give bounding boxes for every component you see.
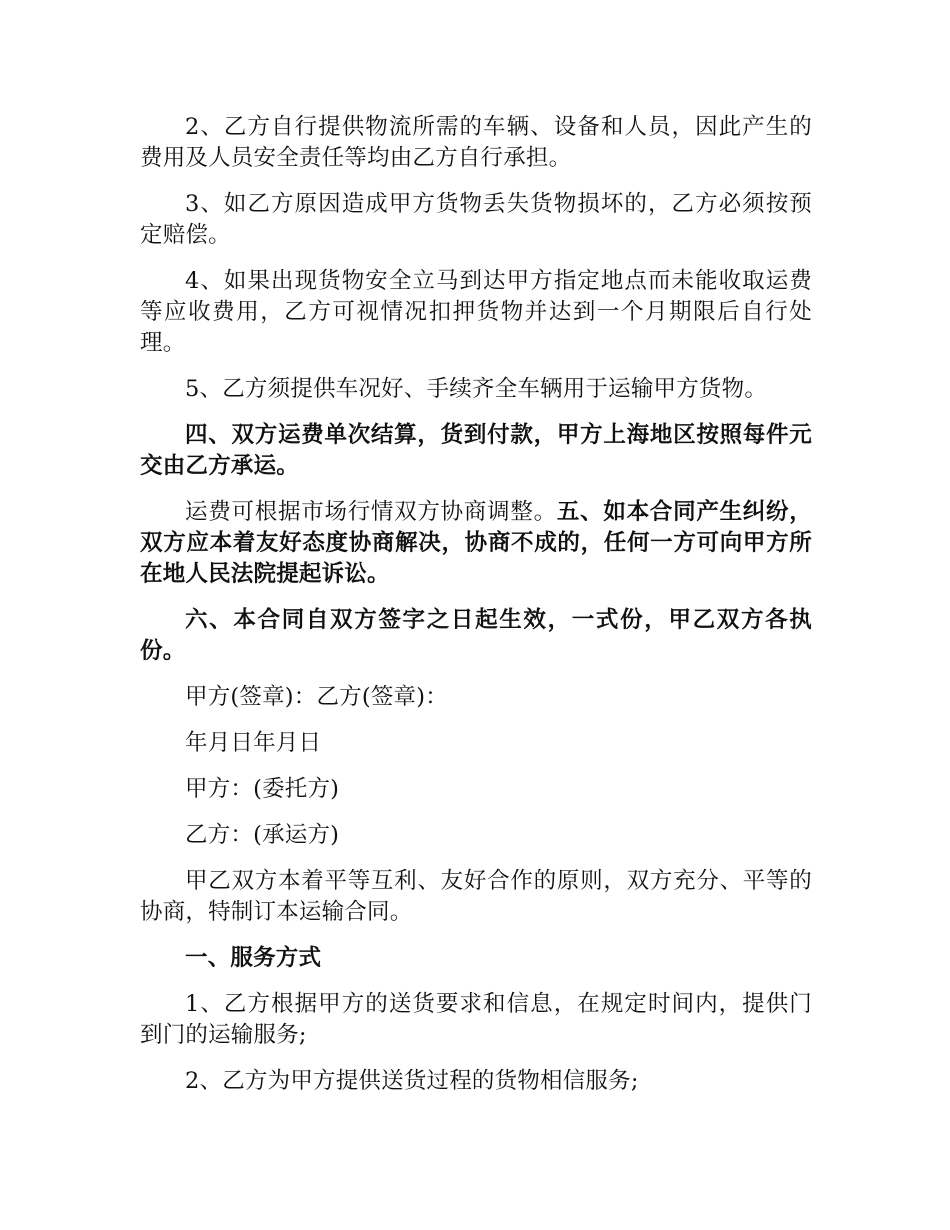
clause-paragraph: 4、如果出现货物安全立马到达甲方指定地点而未能收取运费等应收费用，乙方可视情况扣押货物并达到一个月期限后自行处理。 xyxy=(140,268,812,356)
clause-paragraph: 3、如乙方原因造成甲方货物丢失货物损坏的，乙方必须按预定赔偿。 xyxy=(140,191,812,248)
date-line: 年月日年月日 xyxy=(185,730,322,756)
section-heading-4: 四、双方运费单次结算，货到付款，甲方上海地区按照每件元交由乙方承运。 xyxy=(140,422,812,479)
clause-paragraph: 1、乙方根据甲方的送货要求和信息，在规定时间内，提供门到门的运输服务; xyxy=(140,991,812,1048)
mixed-paragraph xyxy=(140,497,812,590)
document-body xyxy=(140,112,812,1112)
section-heading-5: 五、如本合同产生纠纷，双方应本着友好态度协商解决，协商不成的，任何一方可向甲方所在地人民法院提起诉讼。 xyxy=(140,499,812,587)
signature-line: 甲方(签章)：乙方(签章)： xyxy=(185,684,448,710)
party-b-line: 乙方：(承运方) xyxy=(185,822,340,848)
clause-paragraph: 2、乙方自行提供物流所需的车辆、设备和人员，因此产生的费用及人员安全责任等均由乙方自行承担。 xyxy=(140,114,812,171)
normal-text: 运费可根据市场行情双方协商调整。 xyxy=(185,499,557,525)
party-a-line: 甲方：(委托方) xyxy=(185,776,340,802)
clause-paragraph: 2、乙方为甲方提供送货过程的货物相信服务; xyxy=(185,1068,639,1094)
preamble-paragraph: 甲乙双方本着平等互利、友好合作的原则，双方充分、平等的协商，特制订本运输合同。 xyxy=(140,868,812,925)
section-heading-1: 一、服务方式 xyxy=(185,945,322,971)
clause-paragraph: 5、乙方须提供车况好、手续齐全车辆用于运输甲方货物。 xyxy=(185,376,768,402)
section-heading-6: 六、本合同自双方签字之日起生效，一式份，甲乙双方各执份。 xyxy=(140,607,812,664)
